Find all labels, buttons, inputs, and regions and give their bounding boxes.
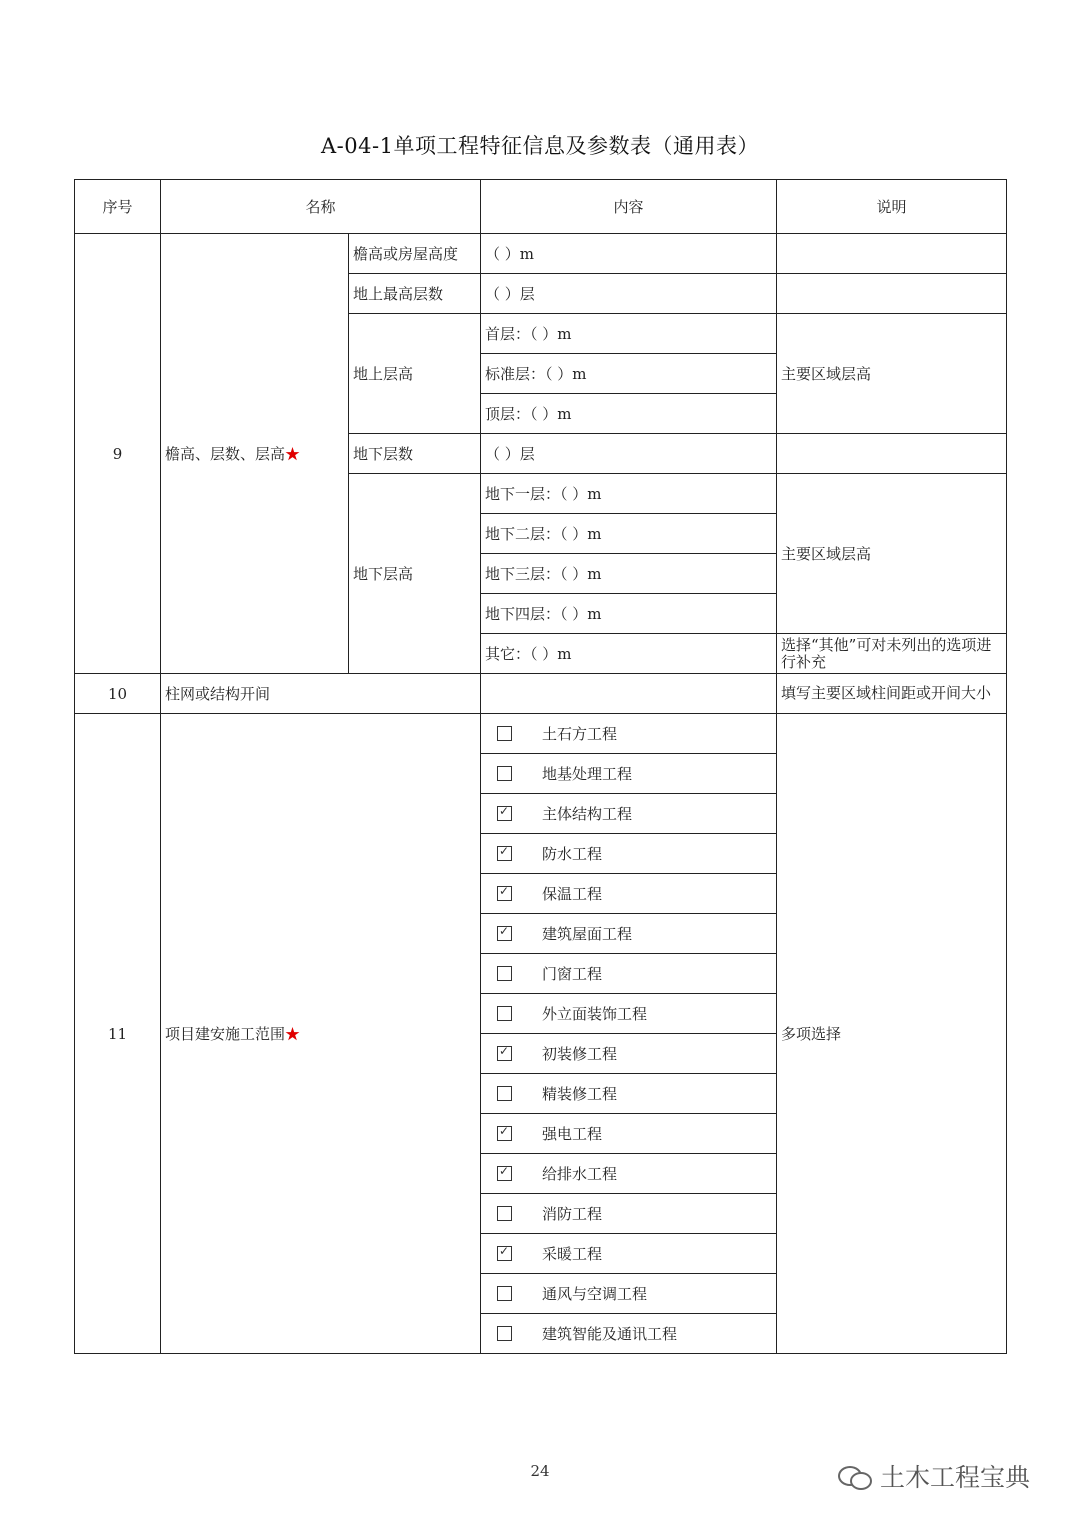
scope-option-label: 建筑智能及通讯工程: [542, 1325, 678, 1343]
checkmark-icon: ✓: [499, 1244, 510, 1258]
checkbox-icon[interactable]: [497, 1166, 512, 1181]
scope-option-label: 防水工程: [542, 845, 603, 863]
header-note: 说明: [777, 180, 1007, 234]
checkbox-icon[interactable]: [497, 846, 512, 861]
below-height-other-note: 选择“其他”可对未列出的选项进行补充: [777, 634, 1007, 674]
scope-option-label: 给排水工程: [542, 1165, 618, 1183]
scope-option[interactable]: [481, 994, 777, 1034]
above-floors-note: [777, 274, 1007, 314]
scope-option-label: 主体结构工程: [542, 805, 633, 823]
above-height-top[interactable]: 顶层：（ ）m: [481, 394, 777, 434]
checkbox-icon[interactable]: [497, 806, 512, 821]
eave-height-note: [777, 234, 1007, 274]
row10-note: 填写主要区域柱间距或开间大小: [777, 674, 1007, 714]
row9-name-text: 檐高、层数、层高: [165, 445, 286, 463]
header-name: 名称: [161, 180, 481, 234]
watermark-text: 土木工程宝典: [880, 1463, 1031, 1492]
scope-option-label: 精装修工程: [542, 1085, 618, 1103]
scope-option-label: 消防工程: [542, 1205, 603, 1223]
eave-height-label: 檐高或房屋高度: [349, 234, 481, 274]
scope-option-label: 保温工程: [542, 885, 603, 903]
checkmark-icon: ✓: [499, 804, 510, 818]
above-height-standard[interactable]: 标准层：（ ）m: [481, 354, 777, 394]
below-floors-label: 地下层数: [349, 434, 481, 474]
checkbox-icon[interactable]: [497, 1006, 512, 1021]
row9-name: [161, 234, 349, 674]
scope-option-label: 通风与空调工程: [542, 1285, 648, 1303]
scope-option[interactable]: [481, 1194, 777, 1234]
above-height-first[interactable]: 首层：（ ）m: [481, 314, 777, 354]
table-row: [75, 714, 1007, 754]
scope-option-label: 外立面装饰工程: [542, 1005, 648, 1023]
scope-option[interactable]: [481, 1114, 777, 1154]
checkbox-icon[interactable]: [497, 966, 512, 981]
eave-height-value[interactable]: （ ）m: [481, 234, 777, 274]
above-floors-label: 地上最高层数: [349, 274, 481, 314]
checkmark-icon: ✓: [499, 1044, 510, 1058]
wechat-icon: [838, 1462, 872, 1490]
scope-option-label: 门窗工程: [542, 965, 603, 983]
scope-option-label: 土石方工程: [542, 725, 618, 743]
above-height-note: 主要区域层高: [777, 314, 1007, 434]
checkmark-icon: ✓: [499, 884, 510, 898]
checkmark-icon: ✓: [499, 844, 510, 858]
checkbox-icon[interactable]: [497, 766, 512, 781]
row10-name: 柱网或结构开间: [161, 674, 481, 714]
below-height-label: 地下层高: [349, 474, 481, 674]
below-floors-note: [777, 434, 1007, 474]
star-icon: ★: [285, 445, 301, 463]
header-seq: 序号: [75, 180, 161, 234]
checkmark-icon: ✓: [499, 1124, 510, 1138]
below-height-b3[interactable]: 地下三层：（ ）m: [481, 554, 777, 594]
watermark: [838, 1458, 1030, 1494]
scope-option[interactable]: [481, 874, 777, 914]
checkbox-icon[interactable]: [497, 726, 512, 741]
below-height-b2[interactable]: 地下二层：（ ）m: [481, 514, 777, 554]
header-row: [75, 180, 1007, 234]
checkbox-icon[interactable]: [497, 1286, 512, 1301]
scope-option-label: 采暖工程: [542, 1245, 603, 1263]
checkmark-icon: ✓: [499, 1164, 510, 1178]
scope-option[interactable]: [481, 1034, 777, 1074]
scope-option[interactable]: [481, 754, 777, 794]
scope-option[interactable]: [481, 1314, 777, 1354]
scope-option-label: 强电工程: [542, 1125, 603, 1143]
row11-name-text: 项目建安施工范围: [165, 1025, 286, 1043]
header-content: 内容: [481, 180, 777, 234]
scope-option-label: 建筑屋面工程: [542, 925, 633, 943]
checkmark-icon: ✓: [499, 924, 510, 938]
page-number: 24: [530, 1462, 550, 1480]
scope-option[interactable]: [481, 1234, 777, 1274]
below-height-other[interactable]: 其它：（ ）m: [481, 634, 777, 674]
checkbox-icon[interactable]: [497, 886, 512, 901]
below-height-b1[interactable]: 地下一层：（ ）m: [481, 474, 777, 514]
parameter-table: [74, 179, 1007, 1354]
checkbox-icon[interactable]: [497, 1126, 512, 1141]
checkbox-icon[interactable]: [497, 926, 512, 941]
scope-option[interactable]: [481, 1274, 777, 1314]
row11-seq: 11: [75, 714, 161, 1354]
row9-seq: 9: [75, 234, 161, 674]
above-height-label: 地上层高: [349, 314, 481, 434]
below-height-note: 主要区域层高: [777, 474, 1007, 634]
scope-option-label: 地基处理工程: [542, 765, 633, 783]
table-row: [75, 234, 1007, 274]
row10-seq: 10: [75, 674, 161, 714]
above-floors-value[interactable]: （ ）层: [481, 274, 777, 314]
scope-option[interactable]: [481, 954, 777, 994]
scope-option[interactable]: [481, 794, 777, 834]
scope-option[interactable]: [481, 914, 777, 954]
scope-option[interactable]: [481, 834, 777, 874]
below-floors-value[interactable]: （ ）层: [481, 434, 777, 474]
scope-option[interactable]: [481, 1154, 777, 1194]
checkbox-icon[interactable]: [497, 1246, 512, 1261]
page-title: A-04-1单项工程特征信息及参数表（通用表）: [321, 134, 759, 158]
scope-option[interactable]: [481, 714, 777, 754]
row11-name: [161, 714, 481, 1354]
table-row: [75, 674, 1007, 714]
checkbox-icon[interactable]: [497, 1326, 512, 1341]
checkbox-icon[interactable]: [497, 1206, 512, 1221]
star-icon: ★: [285, 1025, 301, 1043]
scope-option[interactable]: [481, 1074, 777, 1114]
checkbox-icon[interactable]: [497, 1086, 512, 1101]
row11-note: 多项选择: [777, 714, 1007, 1354]
row10-value[interactable]: [481, 674, 777, 714]
scope-option-label: 初装修工程: [542, 1045, 618, 1063]
checkbox-icon[interactable]: [497, 1046, 512, 1061]
below-height-b4[interactable]: 地下四层：（ ）m: [481, 594, 777, 634]
